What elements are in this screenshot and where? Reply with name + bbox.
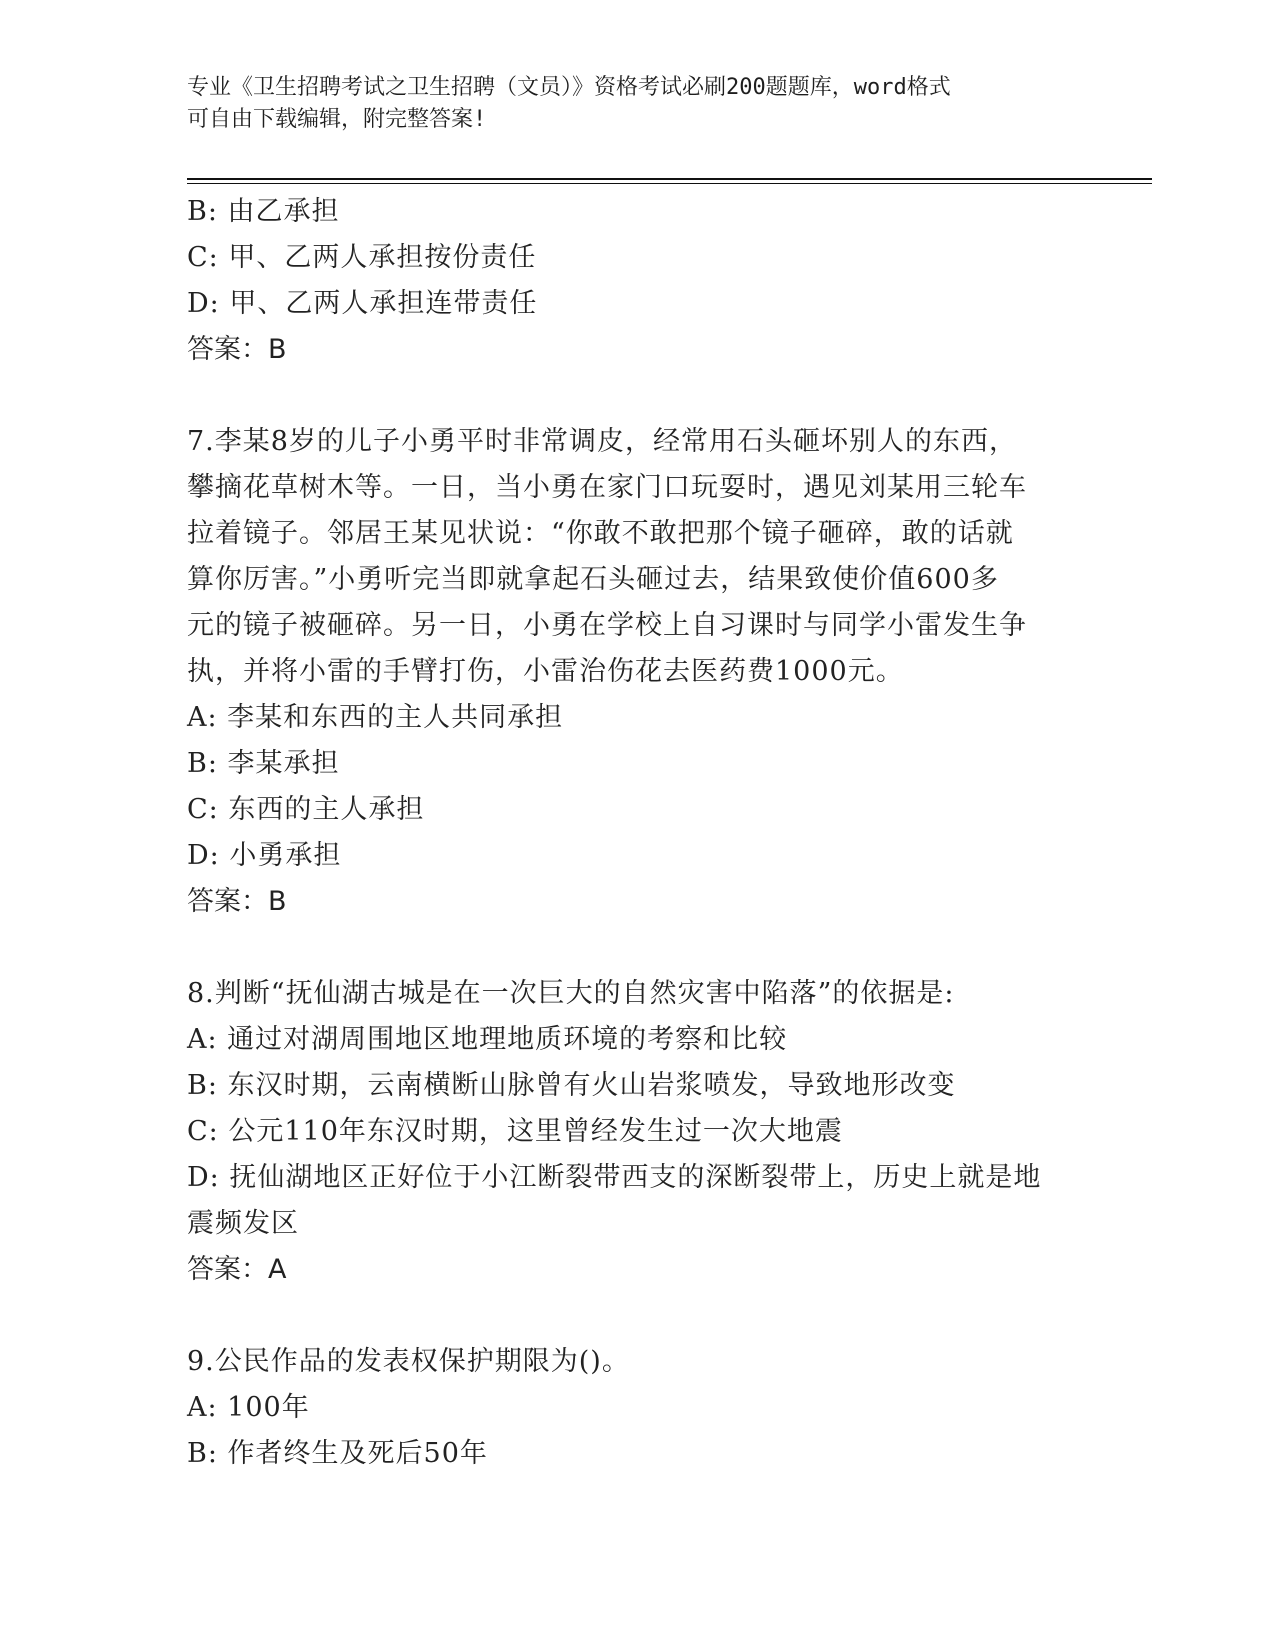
- q7-option-a: A: 李某和东西的主人共同承担: [187, 702, 564, 733]
- q9-option-b: B: 作者终生及死后50年: [187, 1438, 488, 1469]
- q7-stem-line: 算你厉害。”小勇听完当即就拿起石头砸过去，结果致使价值600多: [187, 564, 999, 595]
- header-divider-thick: [187, 178, 1152, 180]
- question-9: [187, 1339, 1087, 1477]
- question-content: [187, 189, 1087, 1477]
- q7-option-d: D: 小勇承担: [187, 840, 342, 871]
- q8-option-d-continued: 震频发区: [187, 1208, 299, 1239]
- question-6-options: [187, 189, 1087, 373]
- q8-option-a: A: 通过对湖周围地区地理地质环境的考察和比较: [187, 1024, 788, 1055]
- question-7: [187, 419, 1087, 925]
- q7-stem-line: 攀摘花草树木等。一日，当小勇在家门口玩耍时，遇见刘某用三轮车: [187, 472, 1027, 503]
- question-8: [187, 971, 1087, 1293]
- q6-option-b: B: 由乙承担: [187, 196, 340, 227]
- q6-option-c: C: 甲、乙两人承担按份责任: [187, 242, 537, 273]
- q8-option-b: B: 东汉时期，云南横断山脉曾有火山岩浆喷发，导致地形改变: [187, 1070, 956, 1101]
- document-header: [187, 72, 1067, 136]
- q6-answer: 答案：B: [187, 334, 287, 365]
- q7-stem-line: 执，并将小雷的手臂打伤，小雷治伤花去医药费1000元。: [187, 656, 904, 687]
- header-divider-thin: [187, 183, 1152, 184]
- q7-stem-line: 7.李某8岁的儿子小勇平时非常调皮，经常用石头砸坏别人的东西，: [187, 426, 1017, 457]
- spacer: [187, 925, 1087, 971]
- q8-option-c: C: 公元110年东汉时期，这里曾经发生过一次大地震: [187, 1116, 843, 1147]
- q7-stem-line: 拉着镜子。邻居王某见状说：“你敢不敢把那个镜子砸碎，敢的话就: [187, 518, 1014, 549]
- q6-option-d: D: 甲、乙两人承担连带责任: [187, 288, 538, 319]
- q8-stem: 8.判断“抚仙湖古城是在一次巨大的自然灾害中陷落”的依据是:: [187, 978, 955, 1009]
- header-title-line-1: 专业《卫生招聘考试之卫生招聘（文员）》资格考试必刷200题题库，word格式: [187, 75, 951, 100]
- q8-option-d: D: 抚仙湖地区正好位于小江断裂带西支的深断裂带上，历史上就是地: [187, 1162, 1042, 1193]
- q7-option-c: C: 东西的主人承担: [187, 794, 425, 825]
- q8-answer: 答案：A: [187, 1254, 287, 1285]
- q9-stem: 9.公民作品的发表权保护期限为()。: [187, 1346, 630, 1377]
- q7-stem-line: 元的镜子被砸碎。另一日，小勇在学校上自习课时与同学小雷发生争: [187, 610, 1027, 641]
- header-title-line-2: 可自由下载编辑，附完整答案!: [187, 107, 487, 132]
- q7-answer: 答案：B: [187, 886, 287, 917]
- spacer: [187, 373, 1087, 419]
- q7-option-b: B: 李某承担: [187, 748, 340, 779]
- q9-option-a: A: 100年: [187, 1392, 310, 1423]
- spacer: [187, 1293, 1087, 1339]
